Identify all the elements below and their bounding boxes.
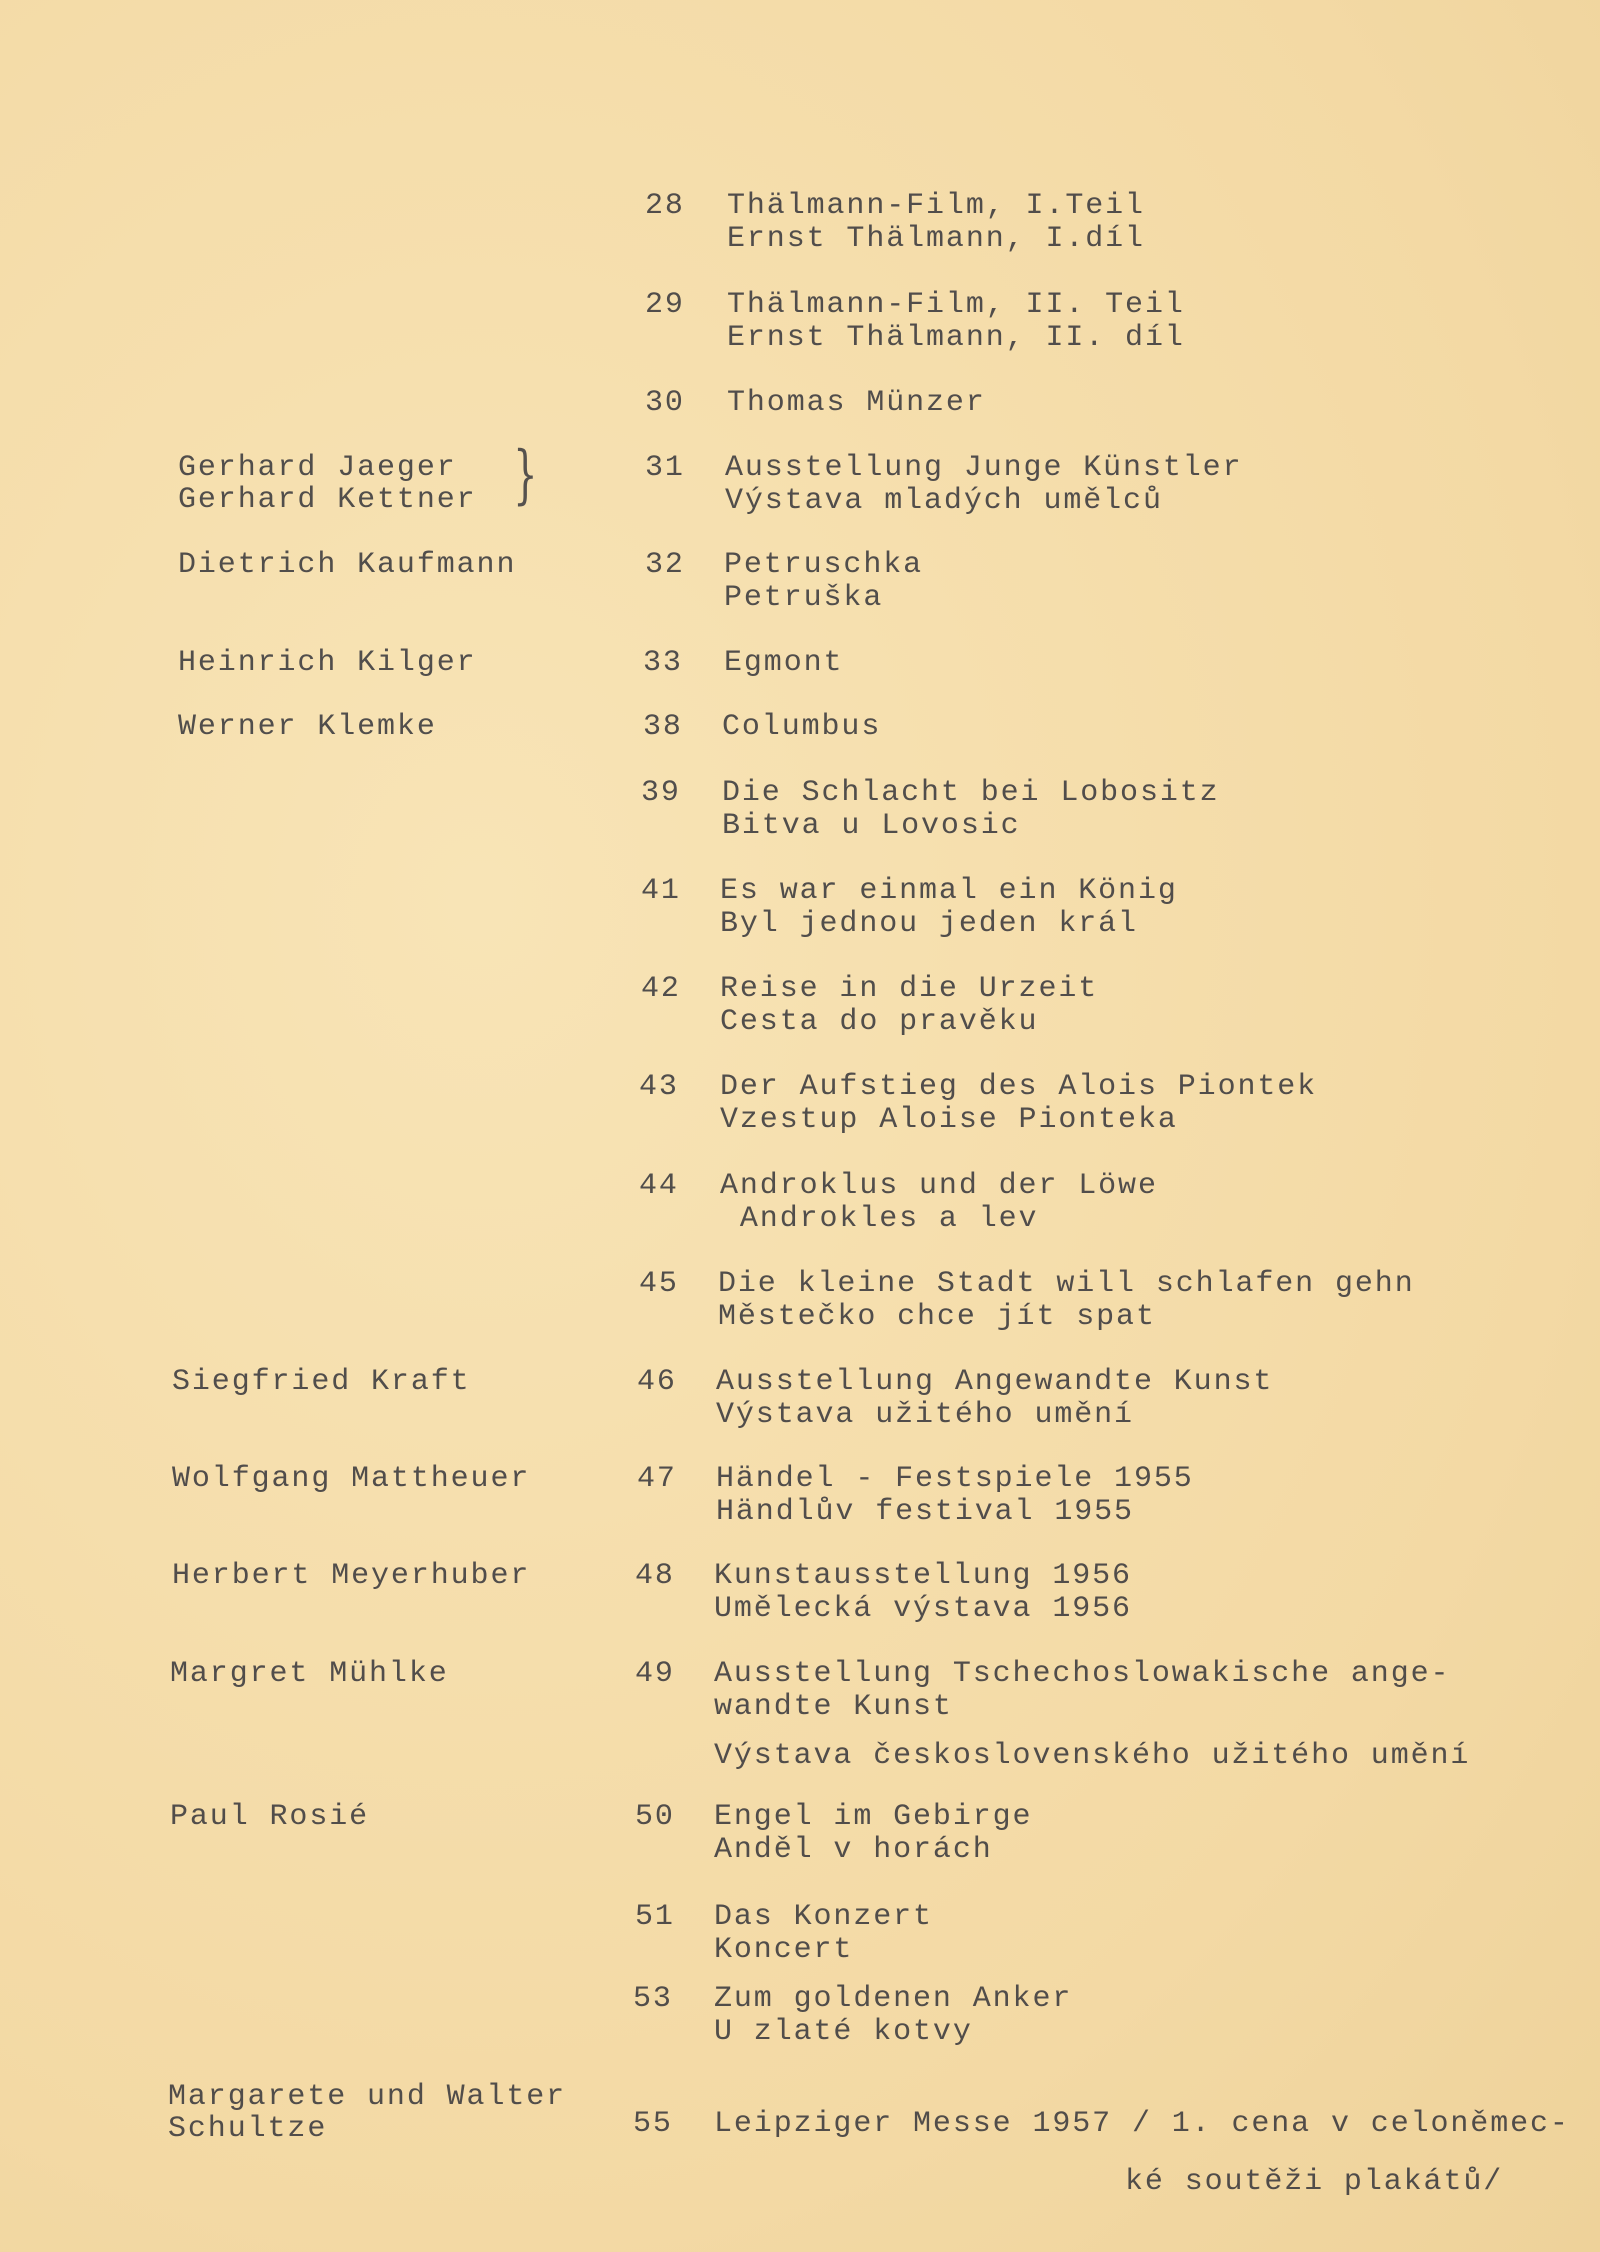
- entry-title-line: Ernst Thälmann, II. díl: [727, 321, 1185, 355]
- artist-name: Gerhard Jaeger: [178, 451, 457, 485]
- entry-title-german: Die Schlacht bei Lobositz: [722, 776, 1220, 810]
- entry-number: 43: [639, 1070, 679, 1104]
- entry-number: 44: [639, 1169, 679, 1203]
- entry-title-line: Městečko chce jít spat: [718, 1300, 1156, 1334]
- artist-name: Herbert Meyerhuber: [172, 1559, 531, 1593]
- entry-title-line: Ernst Thälmann, I.díl: [727, 222, 1145, 256]
- entry-number: 46: [637, 1365, 677, 1399]
- entry-title-german: Engel im Gebirge: [714, 1800, 1033, 1834]
- entry-number: 50: [635, 1800, 675, 1834]
- entry-title-german: Columbus: [722, 710, 882, 744]
- entry-title-line: Androkles a lev: [720, 1202, 1039, 1236]
- entry-title-line: Petruška: [724, 581, 884, 615]
- entry-title-german: Der Aufstieg des Alois Piontek: [720, 1070, 1318, 1104]
- entry-title-german: Thälmann-Film, II. Teil: [727, 288, 1185, 322]
- artist-name: Margarete und Walter: [168, 2080, 567, 2114]
- entry-title-german: Thomas Münzer: [727, 386, 986, 420]
- entry-number: 48: [635, 1559, 675, 1593]
- entry-number: 45: [639, 1267, 679, 1301]
- entry-title-line: Výstava mladých umělců: [725, 484, 1163, 518]
- entry-title-german: Thälmann-Film, I.Teil: [727, 189, 1145, 223]
- entry-number: 33: [643, 646, 683, 680]
- entry-number: 47: [637, 1462, 677, 1496]
- entry-title-german: Es war einmal ein König: [720, 874, 1178, 908]
- artist-name: Paul Rosié: [170, 1800, 370, 1834]
- entry-title-german: Händel - Festspiele 1955: [716, 1462, 1194, 1496]
- entry-title-german: Die kleine Stadt will schlafen gehn: [718, 1267, 1415, 1301]
- artist-name: Werner Klemke: [178, 710, 437, 744]
- artist-name: Siegfried Kraft: [172, 1365, 471, 1399]
- entry-number: 49: [635, 1657, 675, 1691]
- entry-title-german: Ausstellung Junge Künstler: [725, 451, 1243, 485]
- entry-number: 55: [633, 2107, 673, 2141]
- entry-title-line: Výstava užitého umění: [716, 1398, 1134, 1432]
- entry-title-line: Anděl v horách: [714, 1833, 993, 1867]
- entry-title-line: Byl jednou jeden král: [720, 907, 1138, 941]
- entry-title-german: Petruschka: [724, 548, 924, 582]
- entry-number: 28: [645, 189, 685, 223]
- entry-title-line: wandte Kunst: [714, 1690, 953, 1724]
- entry-number: 31: [645, 451, 685, 485]
- entry-title-line: Händlův festival 1955: [716, 1495, 1134, 1529]
- artist-name: Dietrich Kaufmann: [178, 548, 517, 582]
- artist-name: Margret Mühlke: [170, 1657, 449, 1691]
- entry-title-line: Koncert: [714, 1933, 854, 1967]
- entry-title-german: Androklus und der Löwe: [720, 1169, 1158, 1203]
- entry-title-line: Vzestup Aloise Pionteka: [720, 1103, 1178, 1137]
- entry-number: 41: [641, 874, 681, 908]
- entry-number: 38: [643, 710, 683, 744]
- brace-mark: }: [513, 438, 538, 512]
- entry-title-line: Výstava československého užitého umění: [714, 1739, 1471, 1773]
- entry-title-german: Zum goldenen Anker: [714, 1982, 1073, 2016]
- artist-name: Schultze: [168, 2112, 328, 2146]
- entry-title-german: Leipziger Messe 1957 / 1. cena v celoněmec-: [714, 2107, 1570, 2141]
- entry-title-line: ké soutěži plakátů/: [1125, 2165, 1504, 2199]
- entry-number: 42: [641, 972, 681, 1006]
- artist-name: Heinrich Kilger: [178, 646, 477, 680]
- entry-title-german: Ausstellung Tschechoslowakische ange-: [714, 1657, 1451, 1691]
- entry-title-german: Ausstellung Angewandte Kunst: [716, 1365, 1274, 1399]
- entry-number: 53: [633, 1982, 673, 2016]
- entry-title-line: Cesta do pravěku: [720, 1005, 1039, 1039]
- entry-number: 29: [645, 288, 685, 322]
- entry-number: 51: [635, 1900, 675, 1934]
- entry-title-line: Umělecká výstava 1956: [714, 1592, 1132, 1626]
- entry-number: 39: [641, 776, 681, 810]
- entry-title-german: Egmont: [724, 646, 844, 680]
- entry-title-german: Kunstausstellung 1956: [714, 1559, 1132, 1593]
- entry-title-german: Reise in die Urzeit: [720, 972, 1099, 1006]
- artist-name: Wolfgang Mattheuer: [172, 1462, 531, 1496]
- entry-title-line: U zlaté kotvy: [714, 2015, 973, 2049]
- artist-name: Gerhard Kettner: [178, 483, 477, 517]
- entry-number: 30: [645, 386, 685, 420]
- entry-number: 32: [645, 548, 685, 582]
- entry-title-line: Bitva u Lovosic: [722, 809, 1021, 843]
- entry-title-german: Das Konzert: [714, 1900, 933, 1934]
